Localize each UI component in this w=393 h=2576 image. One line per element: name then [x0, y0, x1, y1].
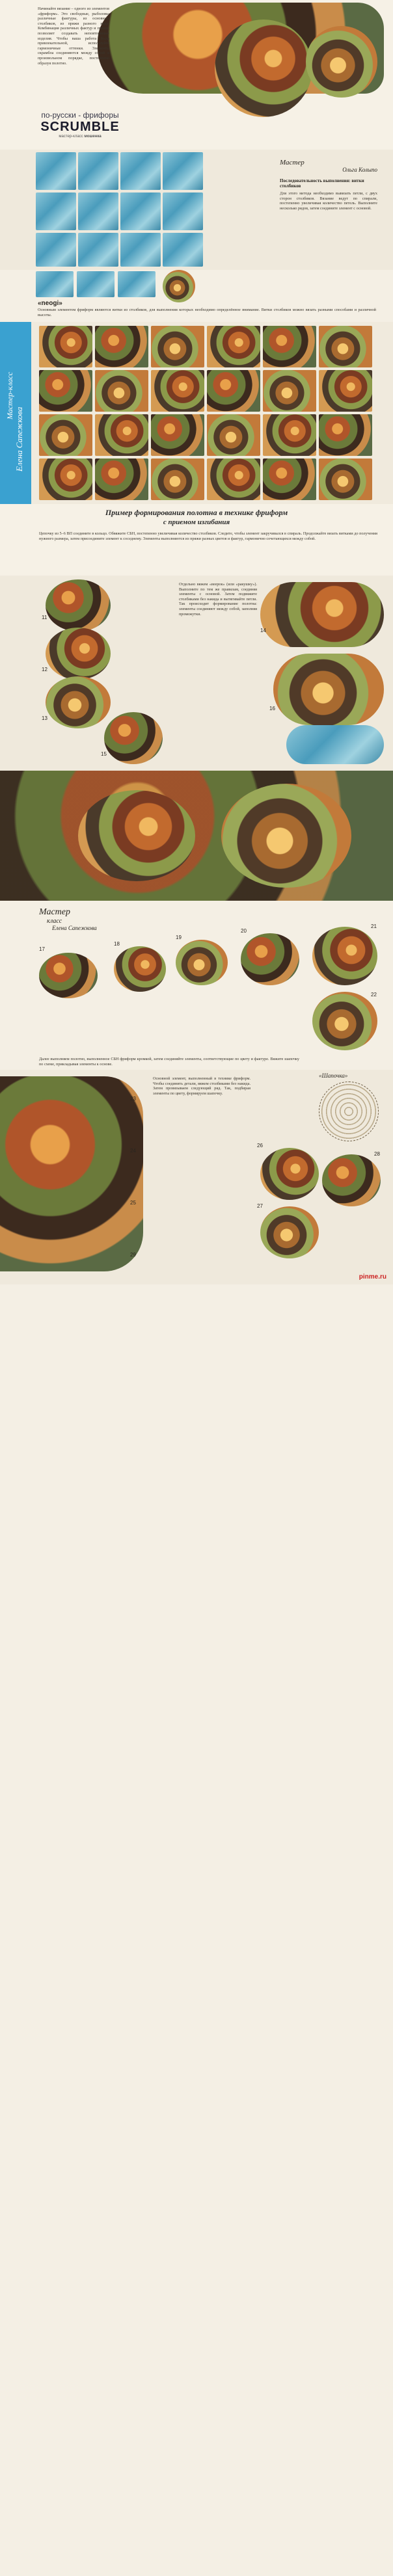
bottom-text: Далее выполняем полотно, выполненное СБН фриформ кромкой, затем соединяйте элементы, соответствующие по цвету и фактуре. Вяжите шапочку по схеме, прикладывая элементы к основе.	[39, 1057, 299, 1067]
grid-photo	[263, 326, 316, 367]
step-number: 24	[130, 1148, 136, 1154]
grid-photo	[151, 414, 204, 456]
step-photo	[176, 940, 228, 985]
master2-sublabel: класс	[47, 918, 62, 925]
step-photo	[118, 271, 156, 297]
grid-photo	[207, 458, 260, 500]
step-number: 22	[371, 992, 377, 998]
step-photo	[36, 193, 76, 230]
step-number: 17	[39, 946, 45, 952]
master-text: Для этого метода необходимо вывязать петли, с двух сторон столбиков. Вязание ведут по спирали, постепенно увеличивая количество петель. Выполните несколько рядов, затем соедините элемент с основой.	[280, 191, 377, 211]
grid-photo	[95, 414, 148, 456]
logo-sub: мошенка	[84, 135, 102, 139]
step-number: 21	[371, 923, 377, 929]
watermark: pinme.ru	[359, 1273, 386, 1281]
step-photo	[260, 1206, 319, 1258]
section-master2	[0, 901, 393, 1070]
section-subtitle: с приемом изгибания	[163, 518, 230, 526]
master-name: Ольга Колыпо	[342, 166, 377, 173]
step-photo	[163, 193, 203, 230]
step-number: 11	[42, 615, 47, 620]
step-number: 14	[260, 628, 266, 633]
step-photo	[78, 193, 118, 230]
section-hat-photo	[0, 771, 393, 901]
step-photo	[273, 654, 384, 725]
intro-text: Начинайте вязание – одного из элементов «фриформ». Это свободные, рыболовы различные фактуры, из основных столбиков, из пряжи разного вида. Комбинация различных фактур и пряжи, позволяет создавать неповторимые изделия. Чтобы ваша работа была привлекательной, используйте гармоничные оттенки. Элементы скрамбла соединяются между собой в произвольном порядке, постепенно образуя полотно.	[38, 7, 109, 66]
section-intro	[0, 0, 393, 150]
step-photo	[312, 927, 377, 985]
step-photo	[120, 233, 161, 267]
section-brand	[0, 270, 393, 322]
master2-label: Мастер	[39, 907, 71, 917]
section-example	[0, 504, 393, 576]
step-number: 18	[114, 941, 120, 947]
step-photo	[39, 953, 98, 998]
step-number: 13	[42, 715, 47, 721]
step-photo	[322, 1154, 381, 1206]
grid-photo	[319, 458, 372, 500]
step-photo	[120, 152, 161, 190]
element-photo	[163, 270, 195, 302]
step-photo	[120, 193, 161, 230]
logo-line-2: SCRUMBLE	[40, 120, 120, 134]
master2-name: Елена Сапежкова	[52, 925, 97, 931]
step-photo	[104, 712, 163, 764]
brand-logo: «neogi»	[38, 300, 62, 307]
step-number: 16	[269, 706, 275, 711]
step-photo	[241, 933, 299, 985]
step-photo	[78, 152, 118, 190]
page-filler	[0, 1284, 393, 2576]
step-photo	[312, 992, 377, 1050]
grid-photo	[95, 326, 148, 367]
step-number: 29	[130, 1252, 136, 1258]
scheme-diagram	[319, 1082, 379, 1141]
logo-subtitle: мастер-класс	[59, 135, 83, 139]
section-title: Пример формирования полотна в технике фриформ	[105, 508, 288, 517]
step-number: 23	[130, 1096, 136, 1102]
long-text: Цепочку из 5–6 ВП соедините в кольцо. Обвяжите СБН, постепенно увеличивая количество столбиков. Следите, чтобы элемент закручивался в спираль. Продолжайте вязать витками до получения нужного размера, затем присоедините элемент к соседнему. Элементы выполняются из пряжи разных цветов и фактур, гармонично сочетающихся между собой.	[39, 531, 377, 541]
scheme-title: «Шапочка»	[319, 1072, 348, 1079]
sidebar-author: Елена Сапежкова	[14, 406, 24, 471]
steps-text: Отдельно вяжем «веерок» (или «ракушку»). Выполните по тем же правилам, соединяя элементы с основой. Затем подвяжите столбиками без накида и вытягивайте петли. Так происходит формирование полотна: элементы соединяют между собой, заполняя промежутки.	[179, 582, 257, 617]
step-photo	[46, 579, 111, 631]
grid-photo	[207, 414, 260, 456]
master-label: Мастер	[280, 159, 305, 166]
grid-photo	[319, 370, 372, 412]
scrumble-logo	[38, 111, 122, 139]
section-scheme	[0, 1070, 393, 1284]
step-photo	[46, 676, 111, 728]
grid-photo	[207, 370, 260, 412]
section-steps	[0, 576, 393, 771]
grid-photo	[263, 370, 316, 412]
step-number: 27	[257, 1203, 263, 1209]
hat-photo	[78, 790, 195, 881]
grid-photo	[39, 370, 92, 412]
hat-photo	[221, 784, 351, 888]
mid-text: Основным элементом фриформ являются витки из столбиков, для выполнения которых необходимо определённое внимание. Витки столбиков можно вязать разными способами и различной высоты.	[38, 308, 376, 317]
step-number: 20	[241, 928, 247, 934]
last-text: Основной элемент, выполненный в технике фриформ. Чтобы соединить детали, вяжем столбиками без накида. Затем провязываем следующий ряд. Так, подбирая элементы по цвету, формируем шапочку.	[153, 1076, 251, 1096]
step-number: 15	[101, 751, 107, 757]
grid-photo	[39, 458, 92, 500]
grid-photo	[207, 326, 260, 367]
step-number: 12	[42, 667, 47, 672]
sidebar-title: Мастер-класс	[5, 371, 14, 419]
grid-photo	[95, 458, 148, 500]
step-photo	[36, 152, 76, 190]
scrumble-photo	[215, 20, 312, 117]
step-photo	[286, 725, 384, 764]
grid-photo	[39, 414, 92, 456]
step-number: 28	[374, 1151, 380, 1157]
step-photo	[36, 233, 76, 267]
step-photo	[36, 271, 74, 297]
step-number: 25	[130, 1200, 136, 1206]
step-photo	[114, 946, 166, 992]
logo-line-1: по-русски - фрифоры	[41, 111, 119, 120]
master2-block	[39, 907, 97, 931]
grid-photo	[39, 326, 92, 367]
step-photo	[77, 271, 115, 297]
master-block	[280, 159, 377, 211]
master-heading: Последовательность выполнения: витки столбиков	[280, 178, 364, 189]
step-number: 19	[176, 935, 182, 940]
section-grid	[0, 322, 393, 504]
step-photo	[260, 582, 384, 647]
grid-photo	[151, 458, 204, 500]
step-number: 26	[257, 1143, 263, 1149]
grid-photo	[319, 414, 372, 456]
grid-photo	[319, 326, 372, 367]
grid-photo	[263, 458, 316, 500]
scrumble-photo	[306, 26, 377, 98]
step-photo	[163, 233, 203, 267]
logo-line-3	[38, 135, 122, 139]
grid-photo	[263, 414, 316, 456]
grid-photo	[95, 370, 148, 412]
hat-photo	[0, 1076, 143, 1271]
step-photo	[46, 628, 111, 680]
section-blue-steps	[0, 150, 393, 270]
step-photo	[163, 152, 203, 190]
grid-photo	[151, 370, 204, 412]
grid-photo	[151, 326, 204, 367]
step-photo	[260, 1148, 319, 1200]
step-photo	[78, 233, 118, 267]
